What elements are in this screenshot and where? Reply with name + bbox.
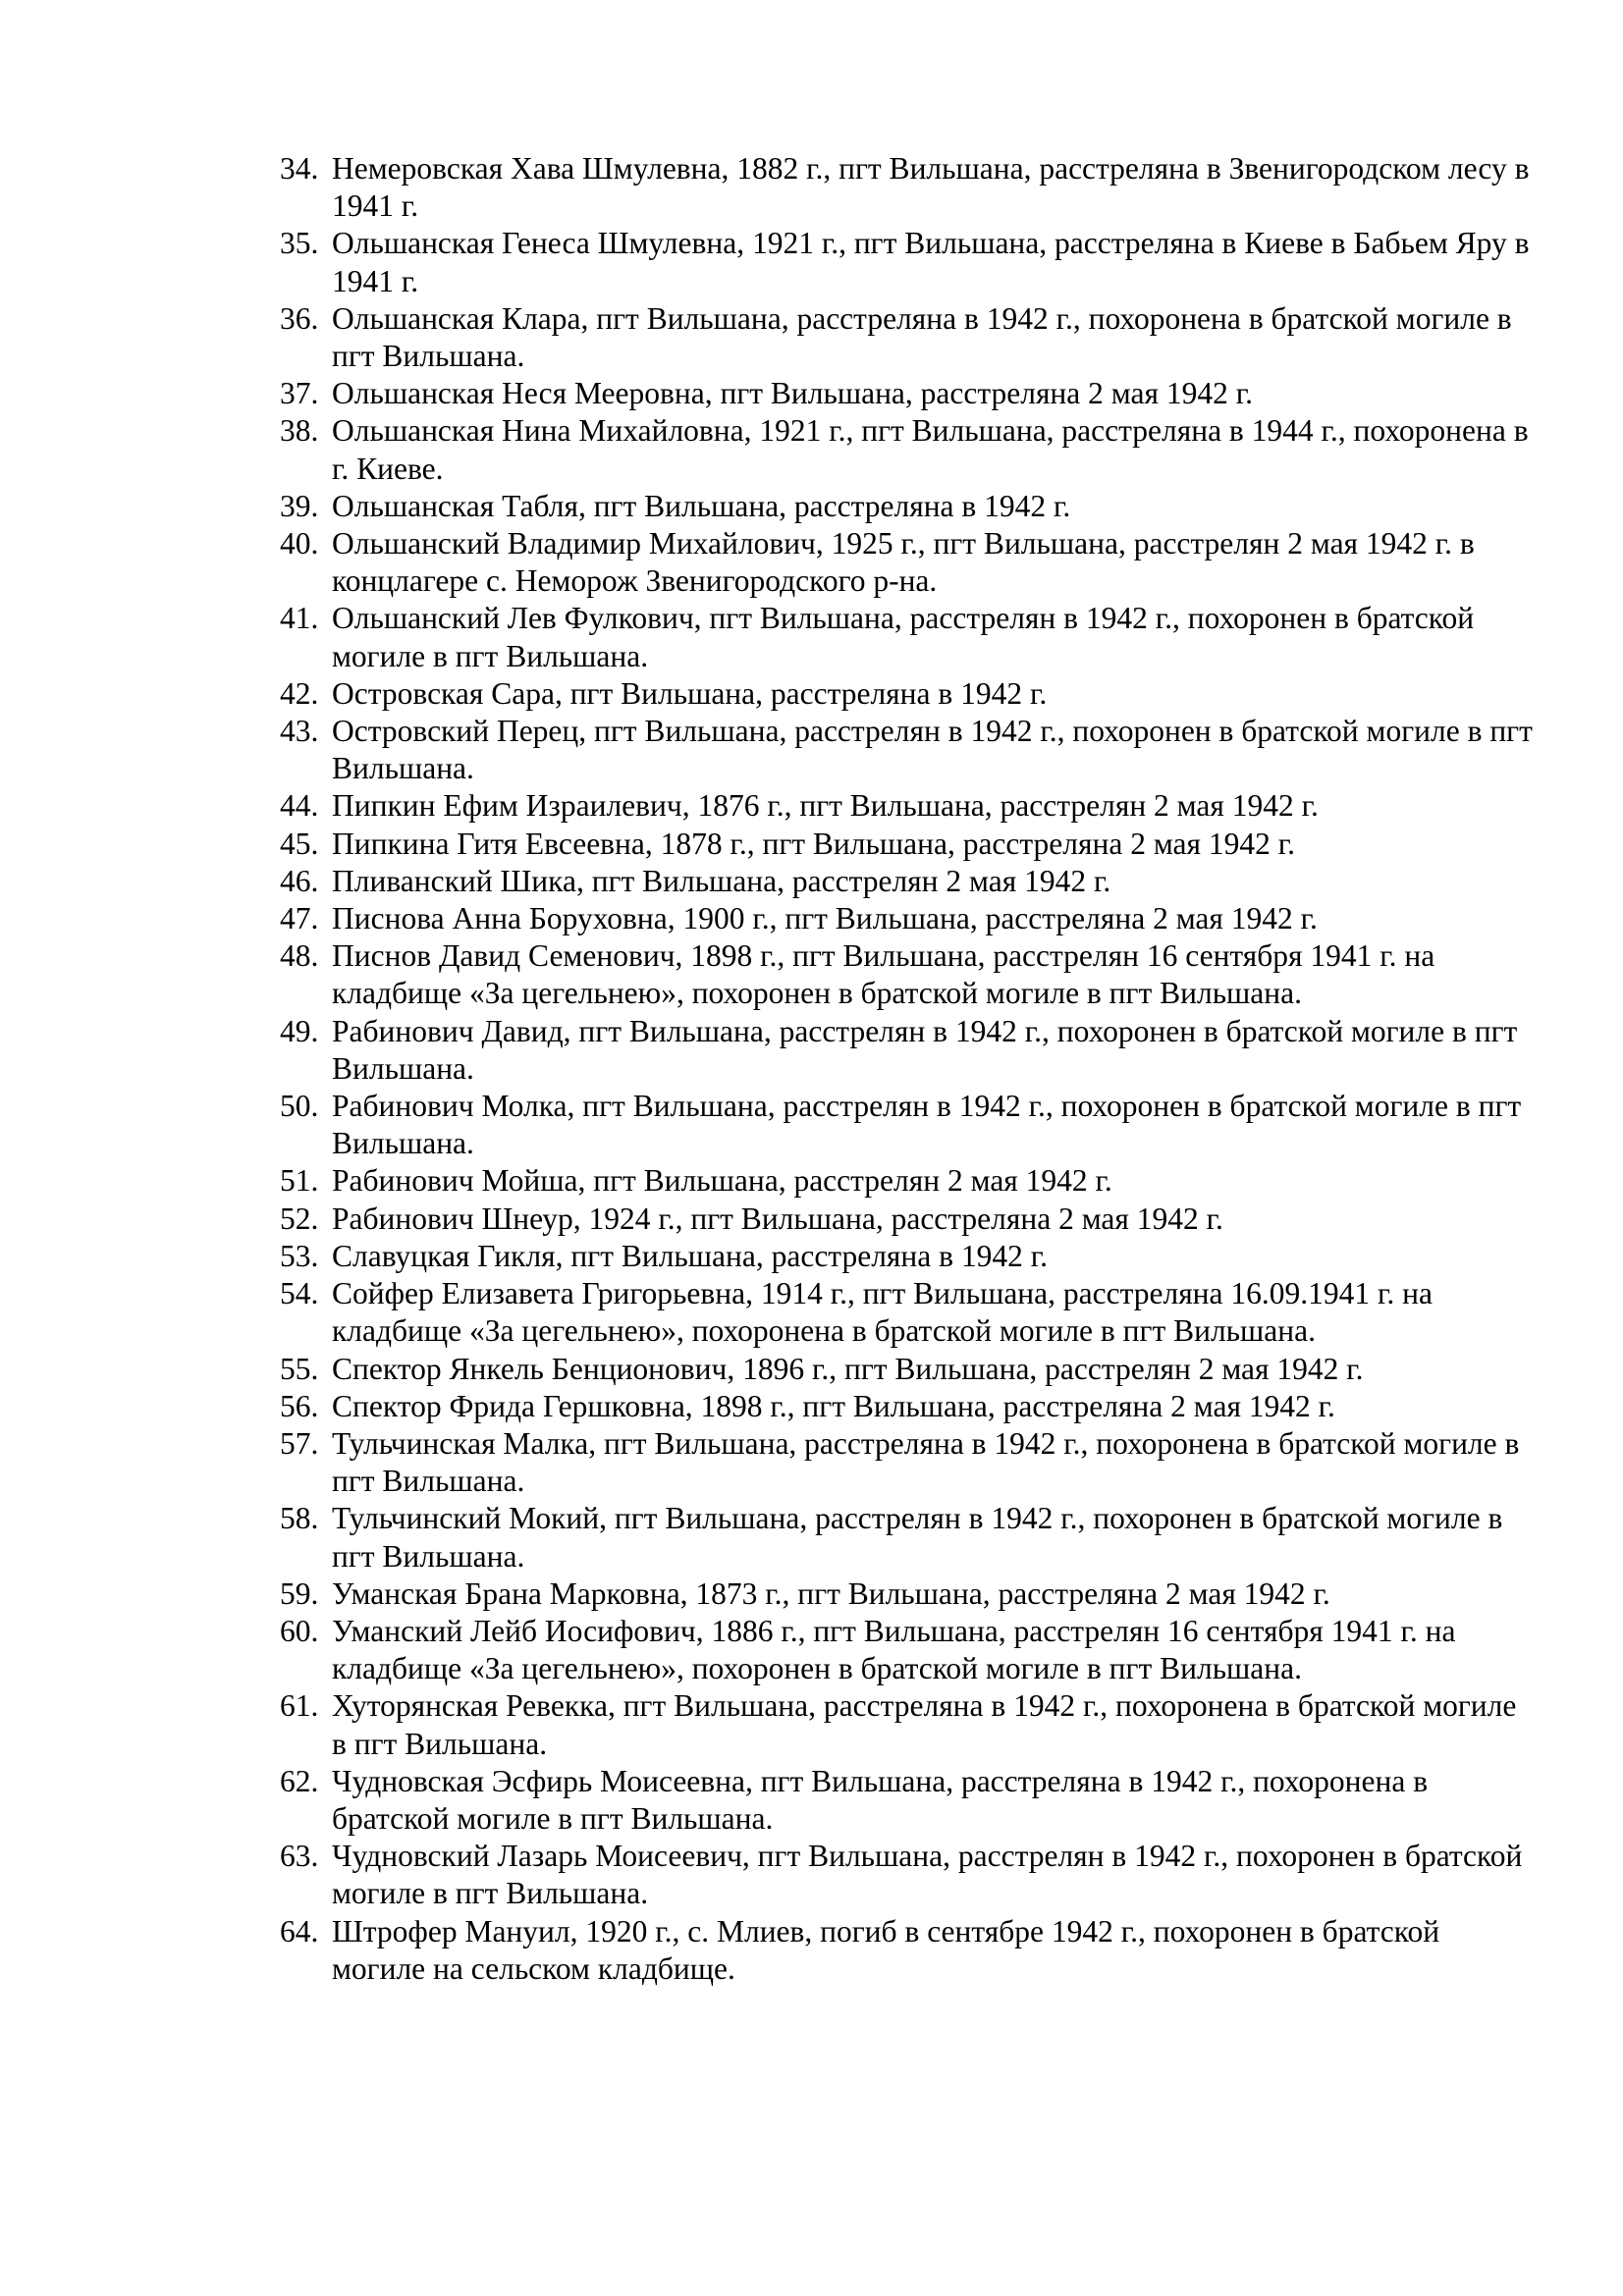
list-item: [280, 1351, 1537, 1388]
entry-text: Ольшанская Нина Михайловна, 1921 г., пгт Вильшана, расстреляна в 1944 г., похоронена в г. Киеве.: [332, 413, 1529, 486]
entry-number: 62.: [280, 1763, 319, 1798]
list-item: [280, 1500, 1537, 1575]
list-item: [280, 1913, 1537, 1988]
entry-number: 38.: [280, 413, 319, 449]
entry-number: 44.: [280, 788, 319, 824]
entry-number: 46.: [280, 863, 319, 898]
entry-number: 63.: [280, 1839, 319, 1874]
list-item: [280, 1088, 1537, 1162]
entry-text: Спектор Фрида Гершковна, 1898 г., пгт Вильшана, расстреляна 2 мая 1942 г.: [332, 1388, 1335, 1423]
entry-number: 53.: [280, 1238, 319, 1273]
entry-text: Ольшанская Клара, пгт Вильшана, расстреляна в 1942 г., похоронена в братской могиле в пгт Вильшана.: [332, 300, 1512, 374]
entry-number: 58.: [280, 1501, 319, 1536]
list-item: [280, 1425, 1537, 1500]
list-item: [280, 1613, 1537, 1687]
entry-number: 35.: [280, 226, 319, 261]
entry-text: Островская Сара, пгт Вильшана, расстреляна в 1942 г.: [332, 675, 1048, 711]
entry-text: Рабинович Давид, пгт Вильшана, расстрелян в 1942 г., похоронен в братской могиле в пгт Вильшана.: [332, 1013, 1518, 1086]
entry-number: 54.: [280, 1276, 319, 1311]
list-item: [280, 412, 1537, 487]
entry-number: 39.: [280, 488, 319, 523]
entry-number: 41.: [280, 601, 319, 636]
list-item: [280, 826, 1537, 863]
list-item: [280, 488, 1537, 525]
entry-number: 48.: [280, 938, 319, 974]
entry-text: Ольшанская Табля, пгт Вильшана, расстреляна в 1942 г.: [332, 488, 1071, 523]
entry-text: Ольшанская Неся Мееровна, пгт Вильшана, расстреляна 2 мая 1942 г.: [332, 376, 1253, 411]
list-item: [280, 1201, 1537, 1238]
list-item: [280, 1687, 1537, 1762]
entry-number: 49.: [280, 1013, 319, 1048]
entry-text: Островский Перец, пгт Вильшана, расстрелян в 1942 г., похоронен в братской могиле в пгт Вильшана.: [332, 714, 1533, 786]
entry-text: Писнов Давид Семенович, 1898 г., пгт Вильшана, расстрелян 16 сентября 1941 г. на кладбище «За цегельнею», похоронен в братской могиле в пгт Вильшана.: [332, 938, 1435, 1011]
entry-text: Тульчинский Мокий, пгт Вильшана, расстрелян в 1942 г., похоронен в братской могиле в пгт Вильшана.: [332, 1501, 1503, 1574]
list-item: [280, 150, 1537, 225]
list-item: [280, 600, 1537, 674]
entry-text: Рабинович Мойша, пгт Вильшана, расстрелян 2 мая 1942 г.: [332, 1163, 1112, 1199]
entry-text: Штрофер Мануил, 1920 г., с. Млиев, погиб в сентябре 1942 г., похоронен в братской могиле на сельском кладбище.: [332, 1913, 1440, 1986]
list-item: [280, 787, 1537, 825]
list-item: [280, 1575, 1537, 1613]
entry-text: Пипкин Ефим Израилевич, 1876 г., пгт Вильшана, расстрелян 2 мая 1942 г.: [332, 788, 1319, 824]
entry-number: 47.: [280, 901, 319, 936]
entry-text: Рабинович Шнеур, 1924 г., пгт Вильшана, расстреляна 2 мая 1942 г.: [332, 1201, 1223, 1236]
entry-text: Хуторянская Ревекка, пгт Вильшана, расстреляна в 1942 г., похоронена в братской могиле в пгт Вильшана.: [332, 1688, 1517, 1761]
victims-list: [280, 150, 1537, 1988]
entry-text: Чудновская Эсфирь Моисеевна, пгт Вильшана, расстреляна в 1942 г., похоронена в братской могиле в пгт Вильшана.: [332, 1763, 1429, 1836]
entry-text: Ольшанский Лев Фулкович, пгт Вильшана, расстрелян в 1942 г., похоронен в братской могиле в пгт Вильшана.: [332, 601, 1475, 673]
entry-text: Славуцкая Гикля, пгт Вильшана, расстреляна в 1942 г.: [332, 1238, 1048, 1273]
list-item: [280, 1763, 1537, 1838]
entry-number: 61.: [280, 1688, 319, 1724]
list-item: [280, 1388, 1537, 1425]
entry-number: 34.: [280, 151, 319, 186]
entry-text: Ольшанский Владимир Михайлович, 1925 г., пгт Вильшана, расстрелян 2 мая 1942 г. в концлагере с. Неморож Звенигородского р-на.: [332, 526, 1475, 599]
list-item: [280, 1238, 1537, 1275]
entry-text: Сойфер Елизавета Григорьевна, 1914 г., пгт Вильшана, расстреляна 16.09.1941 г. на кладбище «За цегельнею», похоронена в братской могиле в пгт Вильшана.: [332, 1276, 1433, 1349]
entry-text: Рабинович Молка, пгт Вильшана, расстрелян в 1942 г., похоронен в братской могиле в пгт Вильшана.: [332, 1089, 1522, 1161]
entry-number: 52.: [280, 1201, 319, 1236]
entry-text: Ольшанская Генеса Шмулевна, 1921 г., пгт Вильшана, расстреляна в Киеве в Бабьем Яру в 1941 г.: [332, 226, 1530, 298]
list-item: [280, 1838, 1537, 1912]
entry-text: Чудновский Лазарь Моисеевич, пгт Вильшана, расстрелян в 1942 г., похоронен в братской могиле в пгт Вильшана.: [332, 1839, 1523, 1911]
entry-number: 36.: [280, 300, 319, 336]
entry-number: 59.: [280, 1575, 319, 1611]
list-item: [280, 225, 1537, 299]
entry-text: Пипкина Гитя Евсеевна, 1878 г., пгт Вильшана, расстреляна 2 мая 1942 г.: [332, 826, 1296, 861]
list-item: [280, 1162, 1537, 1200]
entry-text: Немеровская Хава Шмулевна, 1882 г., пгт Вильшана, расстреляна в Звенигородском лесу в 1941 г.: [332, 151, 1530, 224]
entry-number: 56.: [280, 1388, 319, 1423]
entry-text: Уманская Брана Марковна, 1873 г., пгт Вильшана, расстреляна 2 мая 1942 г.: [332, 1575, 1330, 1611]
entry-number: 55.: [280, 1351, 319, 1386]
list-item: [280, 900, 1537, 937]
entry-number: 42.: [280, 675, 319, 711]
list-item: [280, 525, 1537, 600]
list-item: [280, 863, 1537, 900]
list-item: [280, 375, 1537, 412]
entry-number: 40.: [280, 526, 319, 561]
list-item: [280, 1013, 1537, 1088]
list-item: [280, 713, 1537, 787]
entry-number: 51.: [280, 1163, 319, 1199]
entry-number: 57.: [280, 1425, 319, 1461]
entry-text: Уманский Лейб Иосифович, 1886 г., пгт Вильшана, расстрелян 16 сентября 1941 г. на кладбище «За цегельнею», похоронен в братской могиле в пгт Вильшана.: [332, 1613, 1456, 1686]
entry-number: 45.: [280, 826, 319, 861]
entry-text: Тульчинская Малка, пгт Вильшана, расстреляна в 1942 г., похоронена в братской могиле в пгт Вильшана.: [332, 1425, 1520, 1499]
list-item: [280, 937, 1537, 1012]
entry-number: 37.: [280, 376, 319, 411]
entry-number: 64.: [280, 1913, 319, 1949]
entry-text: Писнова Анна Боруховна, 1900 г., пгт Вильшана, расстреляна 2 мая 1942 г.: [332, 901, 1318, 936]
entry-text: Спектор Янкель Бенционович, 1896 г., пгт Вильшана, расстрелян 2 мая 1942 г.: [332, 1351, 1364, 1386]
list-item: [280, 300, 1537, 375]
list-item: [280, 1275, 1537, 1350]
list-item: [280, 675, 1537, 713]
entry-number: 60.: [280, 1613, 319, 1648]
entry-number: 50.: [280, 1089, 319, 1124]
entry-number: 43.: [280, 714, 319, 749]
entry-text: Пливанский Шика, пгт Вильшана, расстрелян 2 мая 1942 г.: [332, 863, 1111, 898]
